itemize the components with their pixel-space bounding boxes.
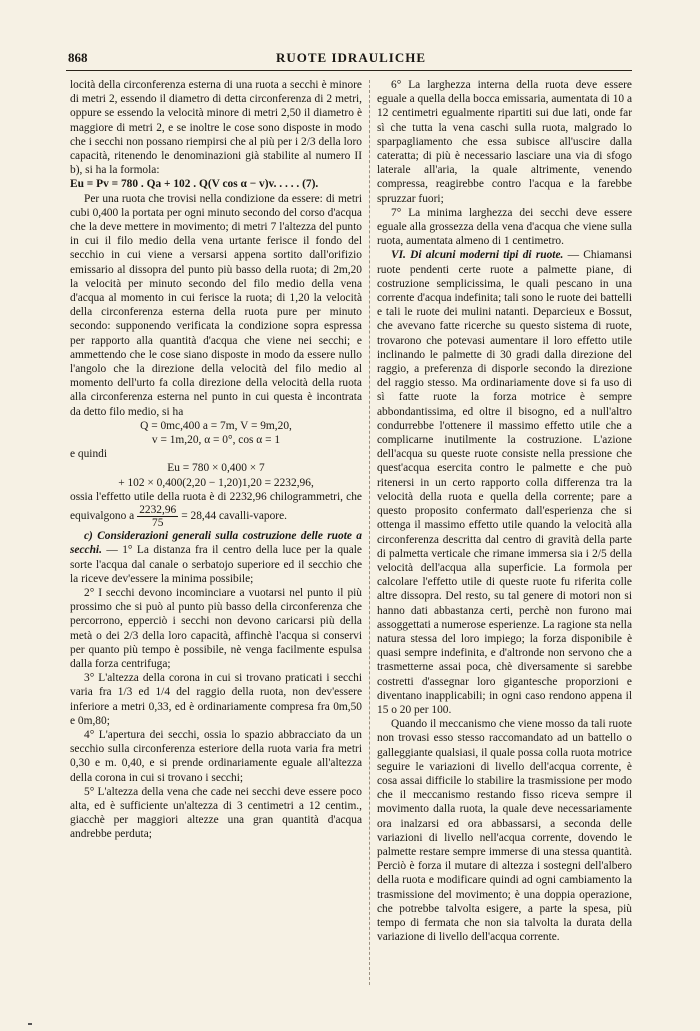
page-number: 868 (68, 50, 88, 65)
section-text: — Chiamansi ruote pendenti certe ruote a palmette piane, di costruzione semplicissima, le quali pescano in una corrente d'acqua indefinita; tali sono le ruote dei battelli e tali le ruote dei mulini natanti. Deparcieux e Bossut, che avevano fatte ricerche su questo sistema di ruote, trovarono che potevasi aumentare il loro effetto utile inclinando le palmette di 30 gradi dalla direzione del raggio, a preferenza di disporle secondo la direzione del raggio stesso. Ma ordinariamente dove si fa uso di sì fatte ruote la forza motrice è sempre abbondantissima, ed oltre il bisogno, ed a null'altro condurrebbe l'ottenere il massimo effetto utile che a complicarne inutilmente la costruzione. L'azione dell'acqua su queste ruote consiste nella pressione che quest'acqua esercita contro le palmette e che può ritenersi in un certo rapporto colla differenza tra la velocità della ruota e quella della corrente; pare a questo proposito confermato dall'esperienza che si ottenga il massimo effetto utile quando la velocità alla circonferenza descritta dal centro di gravità della parte di palmetta verticale che rimane immersa sia i 2/5 della velocità dell'acqua alla superficie. La formola per calcolare l'effetto utile di queste ruote fu riferita colle altre dissopra. Del resto, su tal genere di motori non si hanno dati abbastanza certi, perchè non furono mai assoggettati a numerose esperienze. La ragione sta nella natura stessa del loro impiego; la forza disponibile è quasi sempre indefinita, e d'altronde non servono che a trasmetterne assai poca, chè diversamente si sarebbe costretti d'assegnar loro gigantesche proporzioni e diventano inapplicabili; in ogni caso rendono appena il 15 o 20 per 100. (377, 249, 632, 716)
equation-line: + 102 × 0,400(2,20 − 1,20)1,20 = 2232,96, (118, 476, 314, 489)
paragraph: Per una ruota che trovisi nella condizione da essere: di metri cubi 0,400 la portata per ogni minuto secondo del corso d'acqua che la deve mettere in movimento; di metri 7 l'altezza del punto in cui il filo medio della vena urtante ferisce il fondo del secchio in cui viene a versarsi appena sortito dall'orifizio emissario al dissopra del punto più basso della ruota; di 2m,20 la velocità per minuto secondo del filo medio della vena d'acqua al momento in cui ferisce la ruota; di 1,20 la velocità della circonferenza esterna della ruota pure per minuto secondo: supponendo verificata la condizione sopra espressa per rapporto alla quantità d'acqua che viene nei secchi; e ammettendo che le cose siano disposte in modo da essere nullo l'angolo che la direzione della velocità del filo medio al momento dell'urto fa colla direzione della velocità della ruota alla circonferenza esterna nel punto in cui questa è incontrata da detto filo medio, si ha (70, 192, 362, 418)
equation-line: v = 1m,20, α = 0°, cos α = 1 (151, 434, 281, 447)
paragraph: 6° La larghezza interna della ruota deve essere eguale a quella della bocca emissaria, aumentata di 10 a 12 centimetri egualmente ripartiti sui due lati, onde far sì che tutta la vena caschi sulla ruota, malgrado lo sparpagliamento che essa subisce all'uscire dalla cateratta; di più è necessario lasciare una via di sfogo laterale all'aria, la quale altrimente, venendo compressa, reagirebbe contro l'acqua e la farebbe spruzzar fuori; (377, 79, 632, 205)
paragraph-hp (70, 490, 362, 529)
hp-text-a: ossia l'effetto utile della ruota è di 2232,96 chilogrammetri, che equivalgono a (70, 490, 362, 523)
paragraph: 4° L'apertura dei secchi, ossia lo spazio abbracciato da un secchio sulla circonferenza esteriore della ruota varia fra metri 0,30 e m. 0,40, e si prende ordinariamente eguale all'altezza della corona in cui si trovano i secchi; (70, 728, 362, 784)
formula-7: Eu = Pv = 780 . Qa + 102 . Q(V cos α − v)v. . . . . (7). (70, 178, 319, 191)
section-text: — 1° La distanza fra il centro della luce per la quale sorte l'acqua dal canale o serbatojo superiore ed il secchio che la riceve dev'essere la minima possibile; (70, 544, 362, 585)
paragraph: 5° L'altezza della vena che cade nei secchi deve essere poco alta, ed è sufficiente un'altezza di 3 centimetri a 12 centim., giacchè per maggiori altezze una gran quantità d'acqua andrebbe perduta; (70, 785, 362, 841)
equation-line: Q = 0mc,400 a = 7m, V = 9m,20, (140, 419, 292, 432)
paragraph: 3° L'altezza della corona in cui si trovano praticati i secchi varia fra 1/3 ed 1/4 del raggio della ruota, non dev'essere inferiore a metri 0,33, ed è ordinariamente compresa fra 0m,50 e 0m,80; (70, 672, 362, 727)
paragraph: locità della circonferenza esterna di una ruota a secchi è minore di metri 2, essendo il diametro di detta circonferenza di 2 metri, oppure se essendo la velocità minore di metri 2,50 il diametro è maggiore di metri 2, e se inoltre le cose sono disposte in modo che i secchi non possano riempirsi che al più per i 2/3 della loro capacità, ritenendo le denominazioni già stabilite al numero II b), si ha la formola: (70, 79, 362, 177)
fraction (137, 504, 178, 529)
fraction-numerator: 2232,96 (139, 504, 177, 517)
paragraph: e quindi (70, 448, 108, 461)
equation-line: Eu = 780 × 0,400 × 7 (167, 462, 265, 475)
scan-mark (28, 1023, 32, 1025)
fraction-denominator: 75 (152, 517, 164, 530)
section-c (70, 529, 362, 586)
section-vi (377, 248, 632, 717)
page-header (68, 50, 634, 70)
section-heading: c) Considerazioni generali sulla costruzione delle ruote a secchi. (70, 530, 362, 557)
paragraph: 2° I secchi devono incominciare a vuotarsi nel punto il più prossimo che si può al punto più basso della circonferenza che percorrono, epperciò i secchi non devono caricarsi più della metà o dei 2/3 della loro capacità, affinchè l'acqua si conservi per quanto più tempo è possibile, nè venga facilmente espulsa dalla forza centrifuga; (70, 586, 362, 670)
section-heading: VI. Di alcuni moderni tipi di ruote. (391, 249, 564, 262)
hp-text-b: = 28,44 cavalli-vapore. (181, 510, 287, 523)
right-column (377, 78, 632, 944)
paragraph: Quando il meccanismo che viene mosso da tali ruote non trovasi esso stesso raccomandato ad un battello o galleggiante qualsiasi, il quale possa colla ruota motrice seguire le variazioni di livello dell'acqua corrente, è cosa assai difficile lo stabilire la trasmissione per modo che il meccanismo restando fisso riceva sempre il movimento dalla ruota, la quale deve necessariamente ora inalzarsi ed ora abbassarsi, a seconda delle variazioni di livello nell'acqua corrente, dovendo le palmette restare sempre immerse di una stessa quantità. Perciò è forza il mutare di altezza i sostegni dell'albero della ruota e modificare quindi ad ogni cambiamento la trasmissione del movimento; è una doppia operazione, che potrebbe talvolta esigere, a parte la spesa, più tempo di fermata che non sia talvolta la durata della variazione di livello dell'acqua corrente. (377, 718, 632, 944)
column-divider (369, 80, 370, 985)
header-rule (66, 70, 632, 71)
left-column (70, 78, 362, 842)
running-title: RUOTE IDRAULICHE (276, 50, 426, 65)
paragraph: 7° La minima larghezza dei secchi deve essere eguale alla grossezza della vena d'acqua che viene sulla ruota, aumentata almeno di 1 centimetro. (377, 206, 632, 248)
